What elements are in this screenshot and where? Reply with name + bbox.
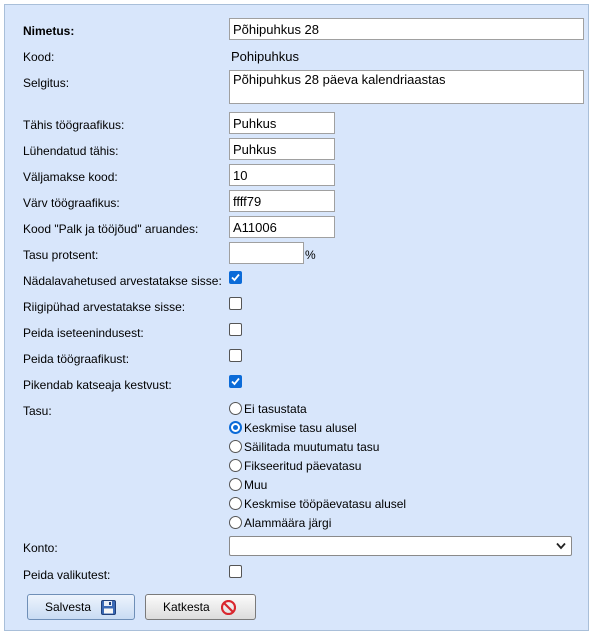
checkbox-peida-iseteenindusest[interactable]	[229, 323, 242, 336]
kood-label: Kood:	[23, 50, 55, 64]
luhendatud-label: Lühendatud tähis:	[23, 144, 119, 158]
radio-button[interactable]	[229, 516, 242, 529]
tasu-label: Tasu:	[23, 404, 52, 418]
checkbox-peida-valikutest[interactable]	[229, 565, 242, 578]
save-button[interactable]	[27, 594, 135, 620]
tasu-protsent-label: Tasu protsent:	[23, 248, 99, 262]
radio-label: Keskmise tööpäevatasu alusel	[244, 497, 407, 511]
konto-select[interactable]	[229, 536, 572, 556]
checkmark-icon	[231, 273, 240, 282]
checkbox-peida-toograafikust[interactable]	[229, 349, 242, 362]
radio-button[interactable]	[229, 497, 242, 510]
checkbox-label-peida-iseteenindusest: Peida iseteenindusest:	[23, 326, 144, 340]
floppy-disk-icon	[101, 600, 116, 615]
konto-label: Konto:	[23, 541, 58, 555]
nimetus-input[interactable]	[229, 18, 584, 40]
checkbox-label-nadalavahetused: Nädalavahetused arvestatakse sisse:	[23, 274, 222, 288]
tasu-protsent-input[interactable]	[229, 242, 304, 264]
selgitus-textarea[interactable]	[229, 70, 584, 104]
radio-button[interactable]	[229, 402, 242, 415]
radio-label: Ei tasustata	[244, 402, 307, 416]
valjamakse-label: Väljamakse kood:	[23, 170, 118, 184]
checkbox-pikendab-katseaja[interactable]	[229, 375, 242, 388]
peida-valikutest-label: Peida valikutest:	[23, 568, 111, 582]
tahis-input[interactable]	[229, 112, 335, 134]
varv-input[interactable]	[229, 190, 335, 212]
checkbox-label-peida-toograafikust: Peida töögraafikust:	[23, 352, 130, 366]
radio-label: Keskmise tasu alusel	[244, 421, 357, 435]
form-panel	[4, 4, 589, 631]
luhendatud-input[interactable]	[229, 138, 335, 160]
selgitus-label: Selgitus:	[23, 76, 70, 90]
varv-label: Värv töögraafikus:	[23, 196, 120, 210]
cancel-icon	[221, 600, 236, 615]
cancel-button[interactable]	[145, 594, 256, 620]
radio-label: Fikseeritud päevatasu	[244, 459, 362, 473]
kood-value: Pohipuhkus	[231, 49, 299, 64]
save-button-label: Salvesta	[45, 600, 92, 614]
chevron-down-icon	[556, 542, 566, 550]
nimetus-label: Nimetus:	[23, 24, 75, 38]
radio-button[interactable]	[229, 421, 242, 434]
radio-label: Säilitada muutumatu tasu	[244, 440, 380, 454]
radio-label: Muu	[244, 478, 268, 492]
radio-button[interactable]	[229, 440, 242, 453]
checkbox-label-riigipuhad: Riigipühad arvestatakse sisse:	[23, 300, 186, 314]
valjamakse-input[interactable]	[229, 164, 335, 186]
checkmark-icon	[231, 377, 240, 386]
radio-button[interactable]	[229, 478, 242, 491]
palk-kood-label: Kood "Palk ja tööjõud" aruandes:	[23, 222, 199, 236]
radio-button[interactable]	[229, 459, 242, 472]
checkbox-label-pikendab-katseaja: Pikendab katseaja kestvust:	[23, 378, 172, 392]
checkbox-riigipuhad[interactable]	[229, 297, 242, 310]
tahis-label: Tähis töögraafikus:	[23, 118, 125, 132]
checkbox-nadalavahetused[interactable]	[229, 271, 242, 284]
percent-suffix: %	[305, 248, 316, 262]
palk-kood-input[interactable]	[229, 216, 335, 238]
radio-label: Alammäära järgi	[244, 516, 332, 530]
cancel-button-label: Katkesta	[163, 600, 210, 614]
